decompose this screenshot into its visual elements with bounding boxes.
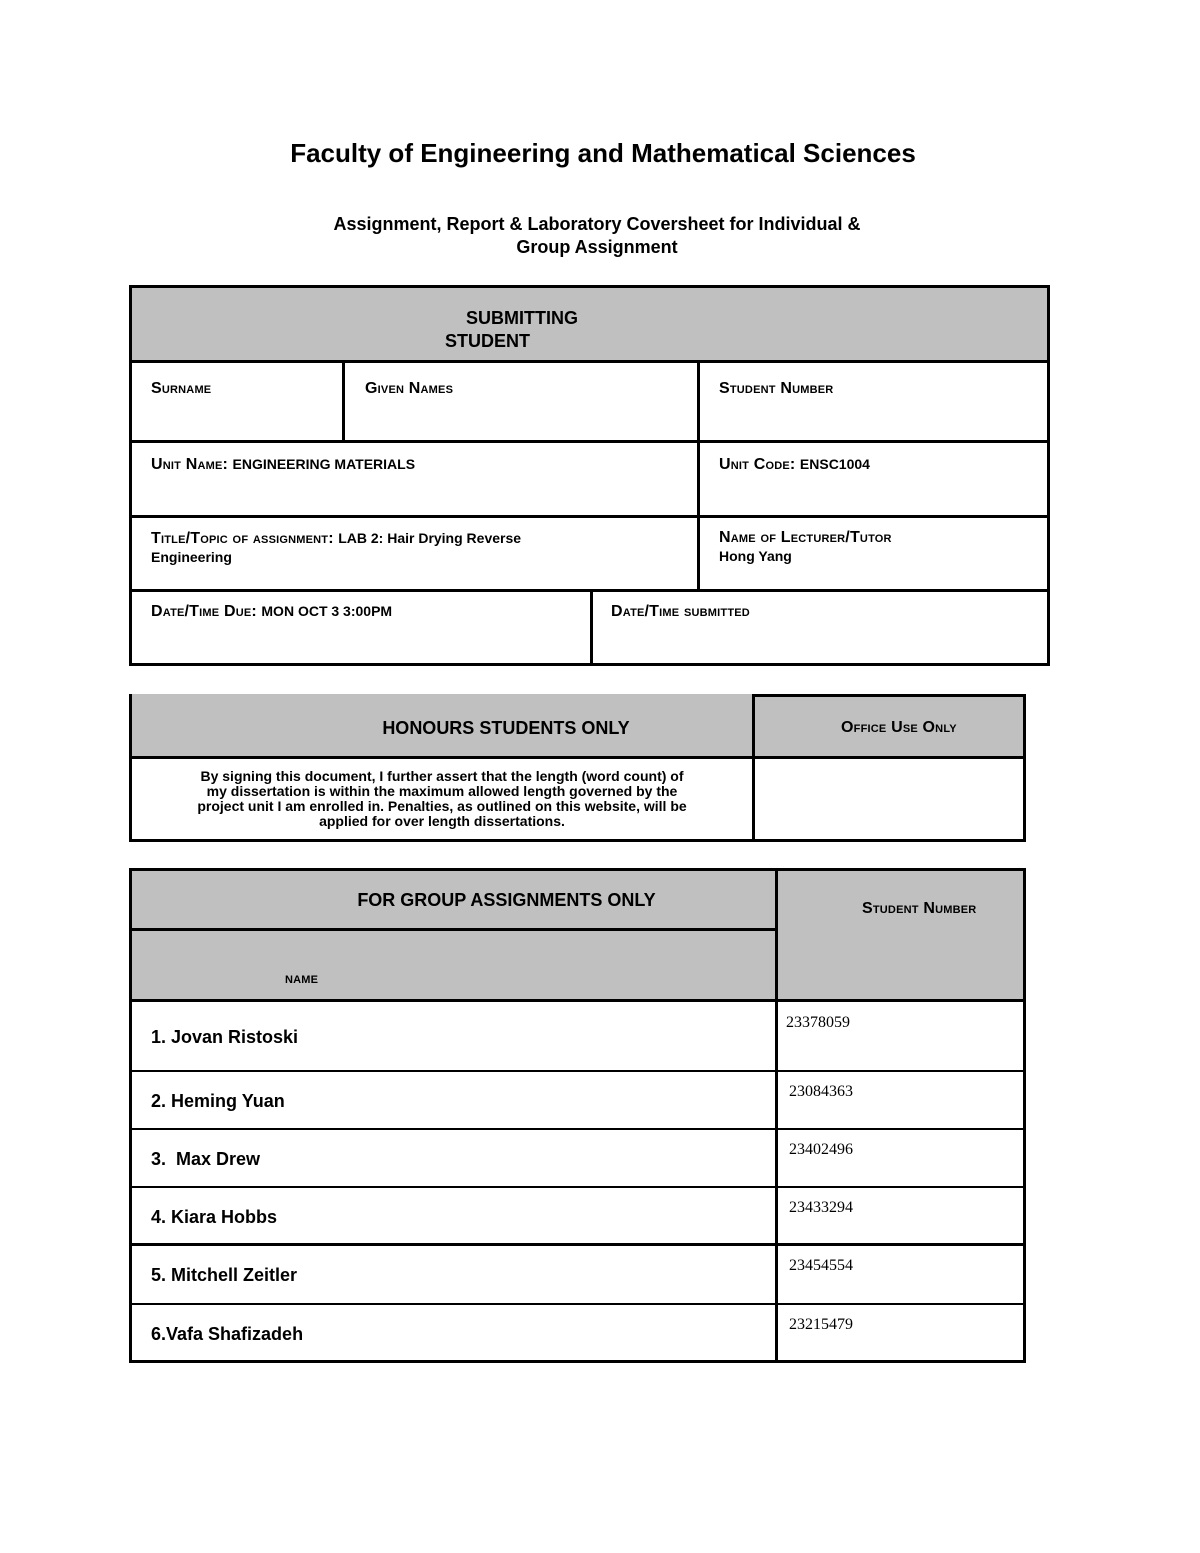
declaration-line: By signing this document, I further assert that the length (word count) of	[200, 768, 684, 784]
subtitle-line-1: Assignment, Report & Laboratory Coversheet for Individual &	[333, 214, 861, 234]
divider	[590, 589, 593, 666]
group-student-number-label: Student Number	[862, 900, 977, 917]
unit-code-label: Unit Code:	[719, 456, 796, 473]
date-submitted-label: Date/Time submitted	[611, 603, 750, 620]
office-use-heading: Office Use Only	[841, 719, 957, 736]
date-due-field	[151, 603, 392, 621]
group-heading: FOR GROUP ASSIGNMENTS ONLY	[357, 890, 656, 910]
declaration-line: applied for over length dissertations.	[319, 813, 565, 829]
unit-code-field	[719, 456, 870, 474]
group-name-label: name	[285, 970, 319, 987]
group-table	[129, 868, 1026, 1363]
lecturer-field	[719, 529, 892, 565]
unit-name-value: ENGINEERING MATERIALS	[232, 456, 416, 472]
surname-label: Surname	[151, 380, 212, 397]
divider	[697, 360, 700, 592]
member-student-number: 23433294	[789, 1199, 853, 1216]
divider	[129, 1186, 1026, 1188]
submitting-student-heading	[445, 307, 578, 353]
divider	[129, 1128, 1026, 1130]
title-topic-value-line-1: LAB 2: Hair Drying Reverse	[338, 530, 522, 546]
unit-name-label: Unit Name:	[151, 456, 229, 473]
honours-declaration	[132, 769, 752, 829]
submitting-student-header	[132, 288, 1047, 362]
divider	[129, 1070, 1026, 1072]
divider	[129, 756, 1026, 759]
member-student-number: 23402496	[789, 1141, 853, 1158]
lecturer-label: Name of Lecturer/Tutor	[719, 529, 892, 546]
divider	[752, 694, 755, 842]
given-names-label: Given Names	[365, 380, 454, 397]
date-due-value: MON OCT 3 3:00PM	[261, 603, 393, 619]
member-student-number: 23454554	[789, 1257, 853, 1274]
divider	[129, 515, 1050, 518]
divider	[129, 999, 1026, 1002]
declaration-line: project unit I am enrolled in. Penalties, as outlined on this website, will be	[197, 798, 687, 814]
page-title: Faculty of Engineering and Mathematical Sciences	[290, 138, 916, 168]
title-topic-field	[151, 529, 521, 566]
unit-name-field	[151, 456, 415, 474]
honours-heading: HONOURS STUDENTS ONLY	[382, 718, 630, 738]
submitting-heading-line-1: SUBMITTING	[466, 308, 578, 328]
member-student-number: 23378059	[786, 1014, 850, 1031]
unit-code-value: ENSC1004	[799, 456, 870, 472]
page-subtitle	[0, 213, 1194, 259]
lecturer-value: Hong Yang	[719, 548, 792, 564]
member-student-number: 23215479	[789, 1316, 853, 1333]
member-name: 1. Jovan Ristoski	[151, 1027, 299, 1047]
member-name: 3. Max Drew	[151, 1149, 261, 1169]
divider	[129, 928, 777, 931]
divider	[129, 440, 1050, 443]
date-due-label: Date/Time Due:	[151, 603, 257, 620]
title-topic-value-line-2: Engineering	[151, 549, 232, 565]
divider	[775, 868, 778, 1363]
member-student-number: 23084363	[789, 1083, 853, 1100]
subtitle-line-2: Group Assignment	[516, 237, 678, 257]
member-name: 2. Heming Yuan	[151, 1091, 285, 1111]
divider	[129, 1303, 1026, 1305]
title-topic-label: Title/Topic of assignment:	[151, 530, 334, 547]
divider	[342, 360, 345, 443]
member-name: 6.Vafa Shafizadeh	[151, 1324, 304, 1344]
divider	[129, 360, 1050, 363]
divider	[129, 1243, 1026, 1246]
member-name: 5. Mitchell Zeitler	[151, 1265, 298, 1285]
divider	[752, 694, 1026, 697]
declaration-line: my dissertation is within the maximum allowed length governed by the	[206, 783, 678, 799]
submitting-heading-line-2: STUDENT	[445, 331, 530, 351]
student-number-label: Student Number	[719, 380, 834, 397]
member-name: 4. Kiara Hobbs	[151, 1207, 278, 1227]
